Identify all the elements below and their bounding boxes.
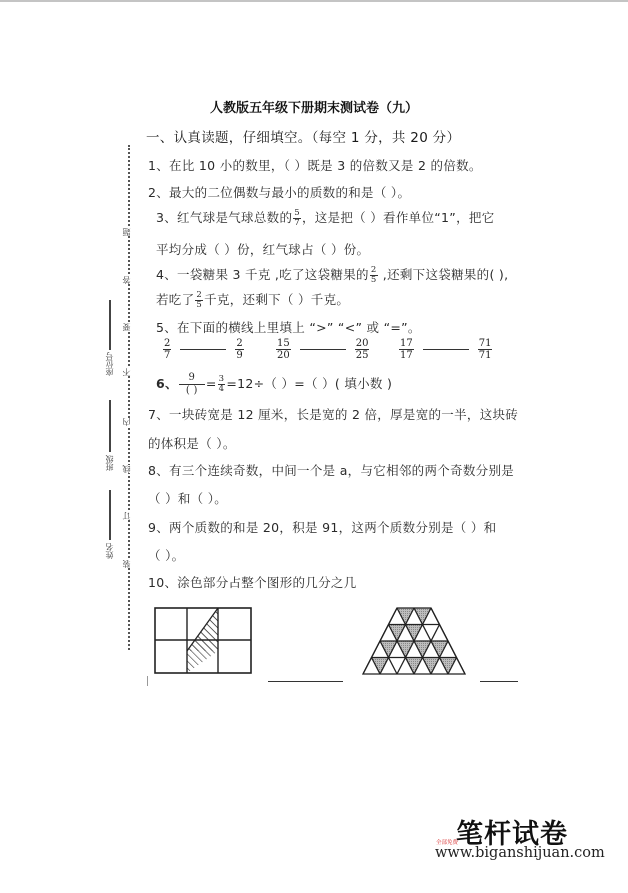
- class-label: 班级: [105, 455, 114, 471]
- binding-char: 线: [122, 465, 131, 473]
- compare-pair-1: $\frac{2}{7}$ $\frac{2}{9}$: [164, 338, 243, 361]
- answer-blank[interactable]: [423, 349, 469, 350]
- top-border: [0, 0, 628, 2]
- question-1: 1、在比 10 小的数里，（ ）既是 3 的倍数又是 2 的倍数。: [148, 158, 482, 173]
- question-3-line2: 平均分成（ ）份，红气球占（ ）份。: [156, 242, 370, 257]
- name-field-line[interactable]: [109, 490, 111, 540]
- binding-char: 装: [122, 560, 131, 568]
- answer-blank[interactable]: [300, 349, 346, 350]
- binding-char: 订: [122, 512, 131, 520]
- question-9-line2: （ ）。: [148, 548, 185, 563]
- answer-line-2[interactable]: [480, 681, 518, 682]
- answer-line-1[interactable]: [268, 681, 343, 682]
- question-8-line2: （ ）和（ ）。: [148, 491, 228, 506]
- question-5: 5、在下面的横线上里填上 “>” “<” 或 “=”。: [156, 320, 421, 335]
- name-label: 姓名: [105, 543, 114, 559]
- binding-char: 要: [122, 323, 131, 331]
- figure-grid-hatched: [154, 607, 254, 675]
- question-4-line1: 4、一袋糖果 3 千克 ,吃了这袋糖果的 $\frac{2}{5}$ ,还剩下这袋糖果的( ),: [156, 265, 509, 285]
- binding-char: 内: [122, 418, 131, 426]
- page-title: 人教版五年级下册期末测试卷（九）: [209, 101, 418, 116]
- section-heading: 一、认真读题，仔细填空。（每空 1 分，共 20 分）: [146, 130, 461, 146]
- compare-pair-3: $\frac{17}{17}$ $\frac{71}{71}$: [400, 338, 492, 361]
- binding-char: 题: [122, 228, 131, 236]
- question-9-line1: 9、两个质数的和是 20，积是 91，这两个质数分别是（ ）和: [148, 520, 497, 535]
- watermark-free-tag: 全部免费: [436, 840, 459, 846]
- question-4-line2: 若吃了 $\frac{2}{5}$ 千克，还剩下（ ）千克。: [156, 290, 350, 310]
- answer-blank[interactable]: [180, 349, 226, 350]
- scan-mark: [147, 676, 148, 686]
- fraction: $\frac{5}{7}$: [294, 208, 300, 228]
- question-10: 10、涂色部分占整个图形的几分之几: [148, 575, 357, 590]
- question-8-line1: 8、有三个连续奇数，中间一个是 a，与它相邻的两个奇数分别是: [148, 463, 515, 478]
- class-field-line[interactable]: [109, 400, 111, 452]
- binding-char: 不: [122, 368, 131, 376]
- seat-number-field-line[interactable]: [109, 300, 111, 350]
- question-3-line1: [156, 208, 494, 228]
- seat-number-label: 座位号: [105, 352, 114, 376]
- question-7-line1: 7、一块砖宽是 12 厘米，长是宽的 2 倍，厚是宽的一半，这块砖: [148, 407, 519, 422]
- compare-pair-2: $\frac{15}{20}$ $\frac{20}{25}$: [277, 338, 369, 361]
- q3-text: 3、红气球是气球总数的: [156, 210, 293, 225]
- q3-text-post: ，这是把（ ）看作单位“1”，把它: [301, 210, 495, 225]
- fraction: $\frac{2}{5}$: [196, 290, 203, 310]
- binding-dotted-line: [128, 145, 130, 650]
- watermark-logo: 笔杆试卷: [456, 819, 568, 850]
- question-6: 6、 $\frac{9}{( )}$ = $\frac{3}{4}$ =12÷（ ）=（ ）( 填小数 ): [156, 372, 393, 396]
- question-2: 2、最大的二位偶数与最小的质数的和是（ ）。: [148, 185, 411, 200]
- binding-char: 答: [122, 276, 131, 284]
- fraction: $\frac{2}{5}$: [370, 265, 377, 285]
- watermark-url: www.biganshijuan.com: [435, 845, 605, 861]
- question-7-line2: 的体积是（ ）。: [148, 436, 236, 451]
- figure-triangle-trapezoid: [361, 607, 467, 679]
